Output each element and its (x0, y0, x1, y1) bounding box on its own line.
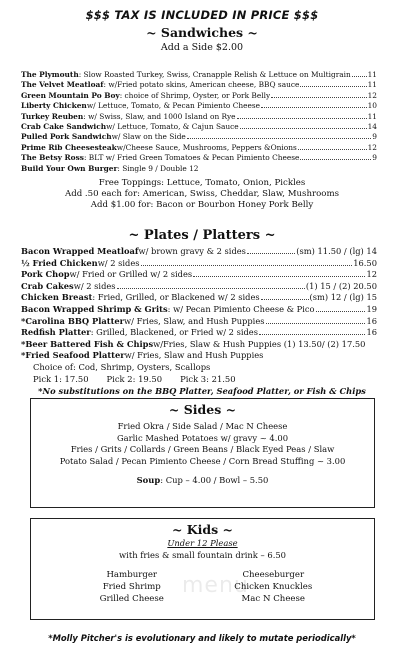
sides-lines (31, 421, 374, 467)
leader-dots (352, 76, 367, 77)
menu-item (21, 112, 377, 122)
leader-dots (298, 149, 367, 150)
menu-item (21, 292, 377, 304)
item-name: Chicken Breast (21, 292, 93, 303)
item-description: : w/ Swiss, Slaw, and 1000 Island on Rye (83, 111, 236, 121)
soup-text: : Cup – 4.00 / Bowl – 5.50 (160, 475, 269, 485)
tax-banner: $$$ TAX IS INCLUDED IN PRICE $$$ (85, 8, 319, 22)
menu-item (21, 281, 377, 293)
item-price: 14 (367, 122, 377, 132)
kids-item: Grilled Cheese (99, 594, 164, 604)
item-description: : Grilled, Blackened, or Fried w/ 2 sides (90, 327, 258, 338)
sandwiches-title: ~ Sandwiches ~ (146, 25, 258, 40)
item-price: 10 (367, 101, 377, 111)
menu-item (21, 258, 377, 270)
kids-box (30, 518, 375, 620)
item-description: w/ Slaw on the Side (111, 132, 186, 142)
item-description: w/ Fries, Slaw and Hush Puppies (124, 350, 264, 361)
item-name: *Fried Seafood Platter (21, 350, 125, 361)
item-description: : Single 9 / Double 12 (117, 163, 199, 173)
seafood-choice (33, 362, 393, 385)
leader-dots (266, 323, 366, 324)
item-description: : Fried, Grilled, or Blackened w/ 2 sides (92, 292, 260, 303)
item-description: w/Fries, Slaw & Hush Puppies (1) 13.50/ (2) 17.50 (153, 338, 366, 349)
item-price: (1) 15 / (2) 20.50 (305, 280, 377, 291)
menu-item (21, 122, 377, 132)
leader-dots (271, 97, 366, 98)
leader-dots (240, 128, 367, 129)
item-price: 12 (367, 142, 377, 152)
item-description: w/ Fries, Slaw, and Hush Puppies (124, 315, 265, 326)
kids-title: ~ Kids ~ (171, 522, 234, 537)
item-name: Bacon Wrapped Shrimp & Grits (21, 303, 168, 314)
item-description: w/ Fried or Grilled w/ 2 sides (69, 269, 193, 280)
item-price: 16 (366, 315, 377, 326)
leader-dots (261, 107, 367, 108)
item-price: 9 (372, 153, 377, 163)
item-price: 12 (366, 269, 377, 280)
soup-line (31, 475, 374, 487)
item-name: *Beer Battered Fish & Chips (21, 338, 154, 349)
item-description: : Slow Roasted Turkey, Swiss, Cranapple Relish & Lettuce on Multigrain (78, 70, 351, 79)
item-name: Pulled Pork Sandwich (21, 132, 112, 142)
menu-item (21, 350, 377, 362)
leader-dots (261, 299, 309, 300)
topping-note: Add .50 each for: American, Swiss, Cheddar, Slaw, Mushrooms (64, 189, 340, 200)
kids-item: Hamburger (106, 570, 158, 580)
pick-2: Pick 2: 19.50 (106, 373, 163, 384)
sides-line: Fried Okra / Side Salad / Mac N Cheese (117, 421, 288, 431)
item-price: 19 (366, 303, 377, 314)
sandwich-notes (0, 178, 404, 212)
item-name: Prime Rib Cheesesteak (21, 142, 117, 152)
menu-item (21, 70, 377, 80)
item-name: Liberty Chicken (21, 101, 87, 111)
menu-item (21, 91, 377, 101)
item-price: 9 (372, 132, 377, 142)
item-description: w/Cheese Sauce, Mushrooms, Peppers &Onions (116, 142, 297, 152)
menu-item (21, 164, 377, 174)
no-substitution-note: *No substitutions on the BBQ Platter, Seafood Platter, or Fish & Chips (38, 386, 366, 396)
item-description: : w/Fried potato skins, American cheese, BBQ sauce (103, 80, 300, 90)
footer-note: *Molly Pitcher's is evolutionary and likely to mutate periodically* (48, 633, 356, 643)
menu-item (21, 132, 377, 142)
leader-dots (316, 311, 366, 312)
kids-item: Cheeseburger (242, 570, 305, 580)
item-name: Build Your Own Burger (21, 163, 118, 173)
menu-item (21, 327, 377, 339)
menu-item (21, 269, 377, 281)
menu-item (21, 316, 377, 328)
item-price: 12 (367, 90, 377, 100)
kids-item: Chicken Knuckles (234, 582, 313, 592)
kids-item: Fried Shrimp (102, 582, 161, 592)
item-price: (sm) 11.50 / (lg) 14 (296, 246, 377, 256)
leader-dots (141, 265, 353, 266)
item-name: Crab Cakes (21, 280, 74, 291)
menu-item (21, 339, 377, 351)
item-name: The Betsy Ross (21, 153, 84, 163)
item-description: w/ Lettuce, Tomato, & Cajun Sauce (106, 122, 239, 132)
leader-dots (300, 159, 371, 160)
sandwich-list (21, 70, 377, 174)
soup-label: Soup (136, 475, 161, 485)
menu-item (21, 246, 377, 258)
item-description: w/ 2 sides (97, 257, 140, 268)
item-name: ½ Fried Chicken (21, 257, 98, 268)
menu-item (21, 101, 377, 111)
kids-included: with fries & small fountain drink – 6.50 (118, 549, 287, 560)
item-name: *Carolina BBQ Platter (21, 315, 125, 326)
item-name: Crab Cake Sandwich (21, 122, 107, 132)
leader-dots (247, 253, 295, 254)
plates-title: ~ Plates / Platters ~ (128, 228, 276, 243)
menu-item (21, 143, 377, 153)
topping-note: Free Toppings: Lettuce, Tomato, Onion, Pickles (98, 178, 306, 188)
leader-dots (187, 138, 372, 139)
watermark-logo: menu (182, 573, 249, 598)
item-price: (sm) 12 / (lg) 15 (309, 292, 377, 303)
leader-dots (300, 86, 366, 87)
sides-title: ~ Sides ~ (168, 402, 237, 417)
item-price: 16 (366, 327, 377, 338)
item-name: Green Mountain Po Boy (21, 90, 120, 100)
menu-item (21, 80, 377, 90)
pick-3: Pick 3: 21.50 (180, 373, 236, 384)
item-price: 11 (367, 111, 377, 121)
sides-line: Potato Salad / Pecan Pimiento Cheese / Corn Bread Stuffing ~ 3.00 (59, 455, 346, 466)
item-description: w/ brown gravy & 2 sides (138, 246, 246, 256)
seafood-choice-text: Choice of: Cod, Shrimp, Oysters, Scallops (33, 362, 211, 372)
item-price: 16.50 (353, 257, 377, 268)
item-description: : BLT w/ Fried Green Tomatoes & Pecan Pimiento Cheese (83, 153, 300, 163)
kids-age-note: Under 12 Please (167, 538, 238, 548)
item-description: : w/ Pecan Pimiento Cheese & Pico (167, 303, 315, 314)
topping-note: Add $1.00 for: Bacon or Bourbon Honey Pork Belly (90, 200, 314, 211)
menu-item (21, 153, 377, 163)
pick-1: Pick 1: 17.50 (33, 373, 89, 384)
item-name: The Plymouth (21, 70, 79, 79)
item-name: Pork Chop (21, 269, 70, 280)
leader-dots (193, 276, 365, 277)
sides-line: Garlic Mashed Potatoes w/ gravy ~ 4.00 (116, 432, 289, 443)
leader-dots (259, 334, 365, 335)
item-description: w/ 2 sides (73, 280, 116, 291)
item-name: Turkey Reuben (21, 111, 84, 121)
sides-line: Fries / Grits / Collards / Green Beans / Black Eyed Peas / Slaw (70, 444, 335, 454)
menu-item (21, 304, 377, 316)
sandwiches-section (0, 25, 404, 53)
item-name: Redfish Platter (21, 327, 91, 338)
kids-item: Mac N Cheese (241, 594, 305, 604)
plates-list (21, 246, 377, 362)
item-price: 11 (367, 70, 377, 79)
sandwiches-subtitle: Add a Side $2.00 (160, 42, 244, 53)
leader-dots (117, 288, 305, 289)
item-name: The Velvet Meatloaf (21, 80, 104, 90)
item-price: 11 (367, 80, 377, 90)
leader-dots (237, 118, 367, 119)
sides-box (30, 398, 375, 508)
item-name: Bacon Wrapped Meatloaf (21, 246, 139, 256)
item-description: w/ Lettuce, Tomato, & Pecan Pimiento Cheese (86, 101, 261, 111)
item-description: : choice of Shrimp, Oyster, or Pork Belly (119, 90, 271, 100)
